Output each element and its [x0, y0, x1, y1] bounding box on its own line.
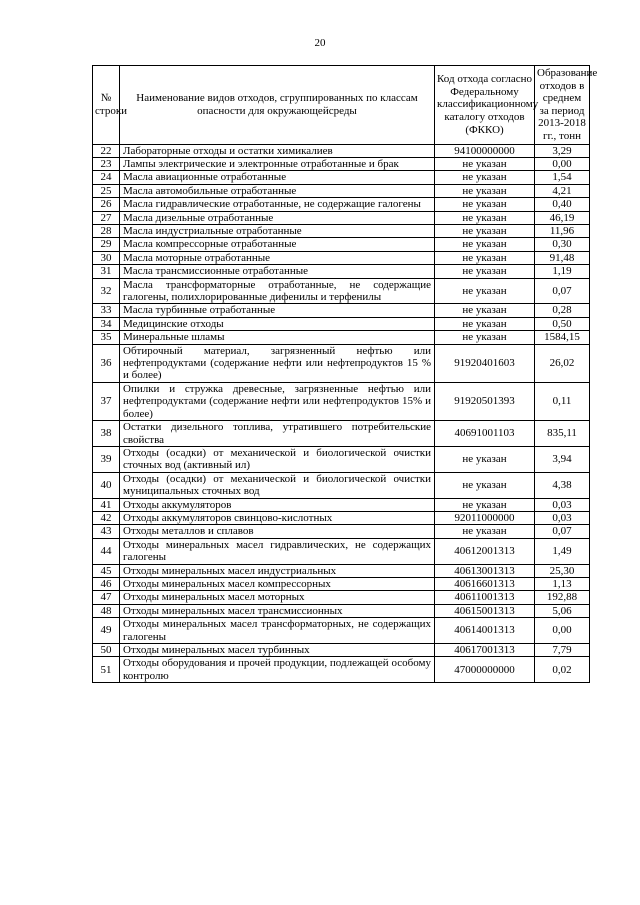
waste-amount: 5,06 — [535, 604, 590, 617]
fkko-code: 91920401603 — [435, 344, 535, 382]
waste-name: Отходы минеральных масел трансформаторных, не содержащих галогены — [120, 618, 435, 644]
table-row — [93, 511, 590, 524]
page-number: 20 — [314, 37, 326, 49]
waste-name: Масла компрессорные отработанные — [120, 238, 435, 251]
table-row — [93, 657, 590, 683]
waste-name: Отходы минеральных масел индустриальных — [120, 564, 435, 577]
row-number: 33 — [93, 304, 120, 317]
waste-amount: 0,07 — [535, 278, 590, 304]
waste-amount: 26,02 — [535, 344, 590, 382]
row-number: 28 — [93, 225, 120, 238]
row-number: 39 — [93, 446, 120, 472]
table-row — [93, 472, 590, 498]
row-number: 48 — [93, 604, 120, 617]
table-row — [93, 525, 590, 538]
waste-name: Отходы минеральных масел компрессорных — [120, 577, 435, 590]
fkko-code: не указан — [435, 304, 535, 317]
fkko-code: не указан — [435, 251, 535, 264]
table-row — [93, 591, 590, 604]
waste-name: Медицинские отходы — [120, 317, 435, 330]
table-row — [93, 184, 590, 197]
waste-amount: 3,29 — [535, 144, 590, 157]
fkko-code: не указан — [435, 157, 535, 170]
header-fkko-code: Код отхода согласно Федеральному классификационному каталогу отходов (ФККО) — [435, 66, 535, 145]
waste-name: Лабораторные отходы и остатки химикалиев — [120, 144, 435, 157]
row-number: 37 — [93, 382, 120, 420]
row-number: 34 — [93, 317, 120, 330]
fkko-code: не указан — [435, 211, 535, 224]
table-row — [93, 144, 590, 157]
fkko-code: не указан — [435, 238, 535, 251]
waste-name: Опилки и стружка древесные, загрязненные нефтью или нефтепродуктами (содержание нефти или нефтепродуктов 15% и более) — [120, 382, 435, 420]
waste-name: Отходы металлов и сплавов — [120, 525, 435, 538]
row-number: 25 — [93, 184, 120, 197]
waste-name: Масла индустриальные отработанные — [120, 225, 435, 238]
table-row — [93, 317, 590, 330]
row-number: 50 — [93, 644, 120, 657]
row-number: 22 — [93, 144, 120, 157]
waste-amount: 1584,15 — [535, 331, 590, 344]
fkko-code: 40617001313 — [435, 644, 535, 657]
row-number: 44 — [93, 538, 120, 564]
fkko-code: 47000000000 — [435, 657, 535, 683]
row-number: 29 — [93, 238, 120, 251]
waste-name: Отходы минеральных масел трансмиссионных — [120, 604, 435, 617]
fkko-code: 40613001313 — [435, 564, 535, 577]
fkko-code: 40611001313 — [435, 591, 535, 604]
waste-amount: 0,50 — [535, 317, 590, 330]
fkko-code: не указан — [435, 225, 535, 238]
fkko-code: 40615001313 — [435, 604, 535, 617]
fkko-code: не указан — [435, 446, 535, 472]
table-row — [93, 251, 590, 264]
waste-amount: 4,21 — [535, 184, 590, 197]
table-header — [93, 66, 598, 145]
waste-amount: 1,19 — [535, 265, 590, 278]
row-number: 42 — [93, 511, 120, 524]
fkko-code: 92011000000 — [435, 511, 535, 524]
waste-name: Отходы оборудования и прочей продукции, подлежащей особому контролю — [120, 657, 435, 683]
row-number: 51 — [93, 657, 120, 683]
fkko-code: 91920501393 — [435, 382, 535, 420]
row-number: 35 — [93, 331, 120, 344]
waste-name: Минеральные шламы — [120, 331, 435, 344]
fkko-code: не указан — [435, 278, 535, 304]
waste-amount: 4,38 — [535, 472, 590, 498]
row-number: 24 — [93, 171, 120, 184]
waste-amount: 0,00 — [535, 157, 590, 170]
table-row — [93, 421, 590, 447]
row-number: 27 — [93, 211, 120, 224]
table-body — [93, 144, 590, 683]
waste-amount: 1,13 — [535, 577, 590, 590]
waste-name: Отходы минеральных масел гидравлических, не содержащих галогены — [120, 538, 435, 564]
table-row — [93, 211, 590, 224]
table-row — [93, 498, 590, 511]
fkko-code: не указан — [435, 184, 535, 197]
waste-name: Отходы (осадки) от механической и биологической очистки муниципальных сточных вод — [120, 472, 435, 498]
waste-amount: 0,03 — [535, 511, 590, 524]
table-row — [93, 538, 590, 564]
table-row — [93, 304, 590, 317]
fkko-code: 40614001313 — [435, 618, 535, 644]
fkko-code: не указан — [435, 198, 535, 211]
waste-amount: 0,30 — [535, 238, 590, 251]
waste-name: Масла турбинные отработанные — [120, 304, 435, 317]
fkko-code: не указан — [435, 498, 535, 511]
table-row — [93, 198, 590, 211]
row-number: 31 — [93, 265, 120, 278]
table-row — [93, 382, 590, 420]
row-number: 41 — [93, 498, 120, 511]
waste-amount: 0,40 — [535, 198, 590, 211]
table-row — [93, 171, 590, 184]
waste-amount: 0,02 — [535, 657, 590, 683]
waste-name: Отходы минеральных масел моторных — [120, 591, 435, 604]
table-row — [93, 644, 590, 657]
table-row — [93, 577, 590, 590]
waste-name: Масла авиационные отработанные — [120, 171, 435, 184]
row-number: 47 — [93, 591, 120, 604]
waste-name: Отходы аккумуляторов — [120, 498, 435, 511]
waste-amount: 7,79 — [535, 644, 590, 657]
fkko-code: 40612001313 — [435, 538, 535, 564]
waste-name: Масла моторные отработанные — [120, 251, 435, 264]
row-number: 46 — [93, 577, 120, 590]
waste-amount: 835,11 — [535, 421, 590, 447]
row-number: 23 — [93, 157, 120, 170]
waste-name: Масла трансформаторные отработанные, не содержащие галогены, полихлорированные дифенилы и терфенилы — [120, 278, 435, 304]
waste-amount: 0,28 — [535, 304, 590, 317]
fkko-code: не указан — [435, 171, 535, 184]
waste-amount: 0,00 — [535, 618, 590, 644]
table-row — [93, 225, 590, 238]
waste-amount: 11,96 — [535, 225, 590, 238]
waste-name: Отходы аккумуляторов свинцово-кислотных — [120, 511, 435, 524]
waste-name: Масла трансмиссионные отработанные — [120, 265, 435, 278]
row-number: 30 — [93, 251, 120, 264]
table-row — [93, 564, 590, 577]
row-number: 45 — [93, 564, 120, 577]
waste-amount: 0,03 — [535, 498, 590, 511]
table-row — [93, 618, 590, 644]
waste-name: Обтирочный материал, загрязненный нефтью или нефтепродуктами (содержание нефти или нефтепродуктов 15 % и более) — [120, 344, 435, 382]
waste-name: Отходы (осадки) от механической и биологической очистки сточных вод (активный ил) — [120, 446, 435, 472]
header-waste-name: Наименование видов отходов, сгруппированных по классам опасности для окружающейсреды — [120, 66, 435, 145]
waste-amount: 0,11 — [535, 382, 590, 420]
table-row — [93, 265, 590, 278]
row-number: 36 — [93, 344, 120, 382]
waste-amount: 25,30 — [535, 564, 590, 577]
fkko-code: не указан — [435, 331, 535, 344]
header-row — [93, 66, 590, 145]
waste-amount: 46,19 — [535, 211, 590, 224]
fkko-code: не указан — [435, 472, 535, 498]
table-row — [93, 446, 590, 472]
waste-table — [92, 65, 598, 683]
fkko-code: не указан — [435, 317, 535, 330]
table-row — [93, 238, 590, 251]
row-number: 40 — [93, 472, 120, 498]
fkko-code: 40616601313 — [435, 577, 535, 590]
waste-amount: 1,49 — [535, 538, 590, 564]
table-row — [93, 157, 590, 170]
row-number: 49 — [93, 618, 120, 644]
waste-name: Лампы электрические и электронные отработанные и брак — [120, 157, 435, 170]
fkko-code: 94100000000 — [435, 144, 535, 157]
fkko-code: 40691001103 — [435, 421, 535, 447]
table-row — [93, 278, 590, 304]
waste-name: Масла автомобильные отработанные — [120, 184, 435, 197]
waste-name: Масла дизельные отработанные — [120, 211, 435, 224]
row-number: 32 — [93, 278, 120, 304]
waste-amount: 1,54 — [535, 171, 590, 184]
waste-name: Масла гидравлические отработанные, не содержащие галогены — [120, 198, 435, 211]
row-number: 26 — [93, 198, 120, 211]
row-number: 43 — [93, 525, 120, 538]
fkko-code: не указан — [435, 265, 535, 278]
row-number: 38 — [93, 421, 120, 447]
waste-amount: 0,07 — [535, 525, 590, 538]
waste-amount: 3,94 — [535, 446, 590, 472]
waste-name: Отходы минеральных масел турбинных — [120, 644, 435, 657]
header-row-number: № строки — [93, 66, 120, 145]
table-row — [93, 604, 590, 617]
waste-amount: 192,88 — [535, 591, 590, 604]
table-row — [93, 331, 590, 344]
waste-amount: 91,48 — [535, 251, 590, 264]
fkko-code: не указан — [435, 525, 535, 538]
waste-name: Остатки дизельного топлива, утратившего потребительские свойства — [120, 421, 435, 447]
header-waste-amount: Образование отходов в среднем за период 2013-2018 гг., тонн — [535, 66, 590, 145]
table-row — [93, 344, 590, 382]
